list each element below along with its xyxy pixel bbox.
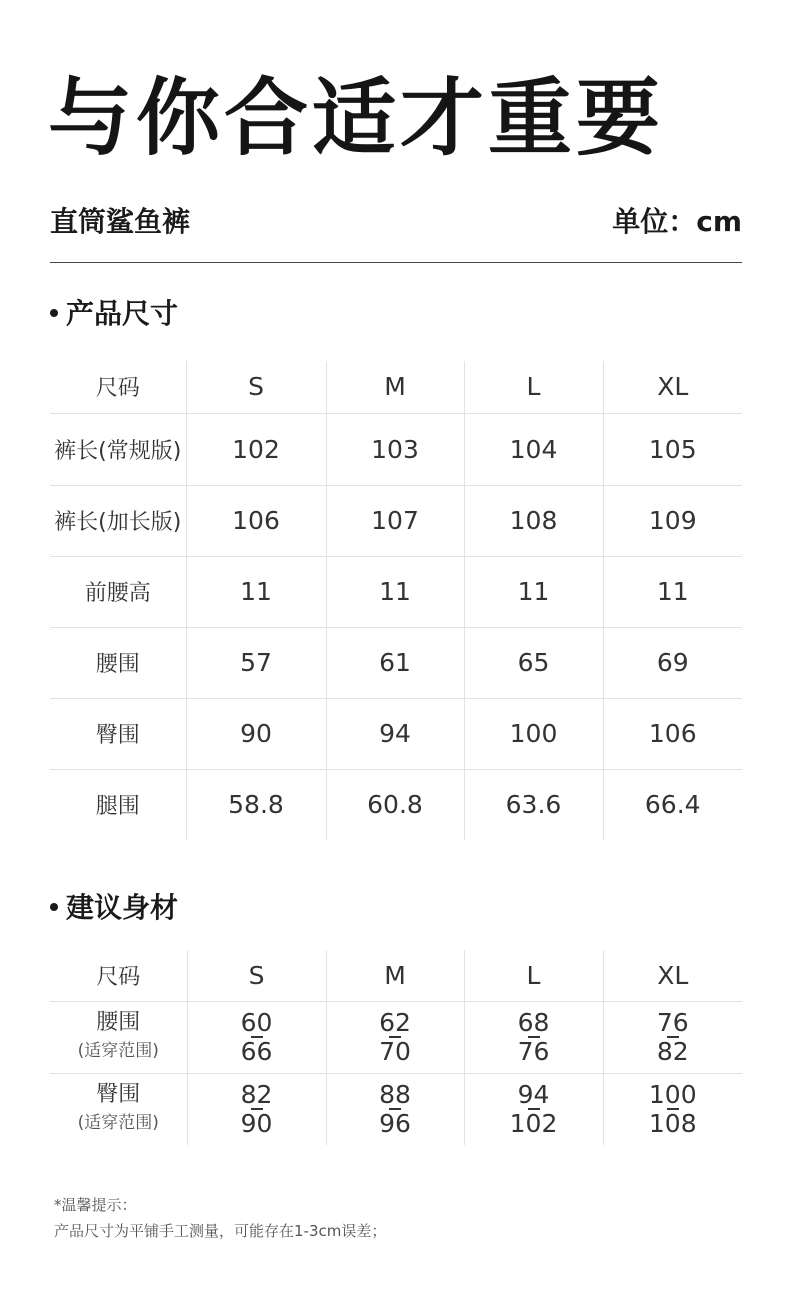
table-cell: 94 — [326, 698, 464, 769]
table-cell: 65 — [464, 627, 603, 698]
table-header-row — [50, 361, 742, 413]
size-header: S — [187, 950, 326, 1001]
table-cell: 108 — [464, 485, 603, 556]
table-cell: 60.8 — [326, 769, 464, 840]
row-label: 裤长(常规版) — [50, 413, 186, 485]
table-cell: 100 — [464, 698, 603, 769]
table-row — [50, 769, 742, 840]
table-row — [50, 1001, 742, 1073]
table-header-row — [50, 950, 742, 1001]
size-header: XL — [603, 361, 742, 413]
size-header: L — [464, 361, 603, 413]
size-header: S — [186, 361, 326, 413]
table-cell: 103 — [326, 413, 464, 485]
table-cell: 66.4 — [603, 769, 742, 840]
range-cell: 100 108 — [603, 1073, 742, 1145]
row-label: 腰围 — [50, 627, 186, 698]
section-title-product: 产品尺寸 — [50, 294, 178, 334]
table-cell: 102 — [186, 413, 326, 485]
size-header: L — [464, 950, 603, 1001]
row-label: 臀围 (适穿范围) — [50, 1073, 187, 1145]
row-label: 臀围 — [50, 698, 186, 769]
table-cell: 106 — [186, 485, 326, 556]
table-cell: 11 — [603, 556, 742, 627]
table-cell: 69 — [603, 627, 742, 698]
table-cell: 11 — [186, 556, 326, 627]
table-cell: 90 — [186, 698, 326, 769]
divider — [50, 262, 742, 263]
range-cell: 62 70 — [326, 1001, 464, 1073]
row-label: 裤长(加长版) — [50, 485, 186, 556]
table-cell: 11 — [326, 556, 464, 627]
table-row — [50, 1073, 742, 1145]
product-size-table — [50, 361, 742, 840]
range-cell: 60 66 — [187, 1001, 326, 1073]
size-header: M — [326, 361, 464, 413]
table-row — [50, 485, 742, 556]
range-cell: 88 96 — [326, 1073, 464, 1145]
table-cell: 105 — [603, 413, 742, 485]
range-cell: 94 102 — [464, 1073, 603, 1145]
section-title-body: 建议身材 — [50, 888, 178, 928]
table-cell: 58.8 — [186, 769, 326, 840]
table-cell: 104 — [464, 413, 603, 485]
table-row — [50, 627, 742, 698]
header-cell: 尺码 — [50, 950, 187, 1001]
size-header: M — [326, 950, 464, 1001]
header-cell: 尺码 — [50, 361, 186, 413]
page-title: 与你合适才重要 — [48, 69, 665, 167]
table-cell: 57 — [186, 627, 326, 698]
table-cell: 11 — [464, 556, 603, 627]
range-cell: 68 76 — [464, 1001, 603, 1073]
body-size-table — [50, 950, 742, 1145]
range-cell: 82 90 — [187, 1073, 326, 1145]
bullet-icon — [50, 309, 58, 317]
row-label: 前腰高 — [50, 556, 186, 627]
table-cell: 106 — [603, 698, 742, 769]
table-row — [50, 556, 742, 627]
table-cell: 61 — [326, 627, 464, 698]
table-cell: 109 — [603, 485, 742, 556]
note-text: 产品尺寸为平铺手工测量，可能存在1-3cm误差； — [54, 1222, 387, 1240]
note-title: *温馨提示： — [54, 1196, 137, 1214]
size-header: XL — [603, 950, 742, 1001]
product-name: 直筒鲨鱼裤 — [50, 205, 191, 238]
range-cell: 76 82 — [603, 1001, 742, 1073]
table-cell: 63.6 — [464, 769, 603, 840]
unit-label: 单位：cm — [612, 205, 742, 238]
table-cell: 107 — [326, 485, 464, 556]
row-label: 腿围 — [50, 769, 186, 840]
table-row — [50, 698, 742, 769]
bullet-icon — [50, 903, 58, 911]
row-label: 腰围 (适穿范围) — [50, 1001, 187, 1073]
subtitle-row — [50, 200, 742, 244]
table-row — [50, 413, 742, 485]
